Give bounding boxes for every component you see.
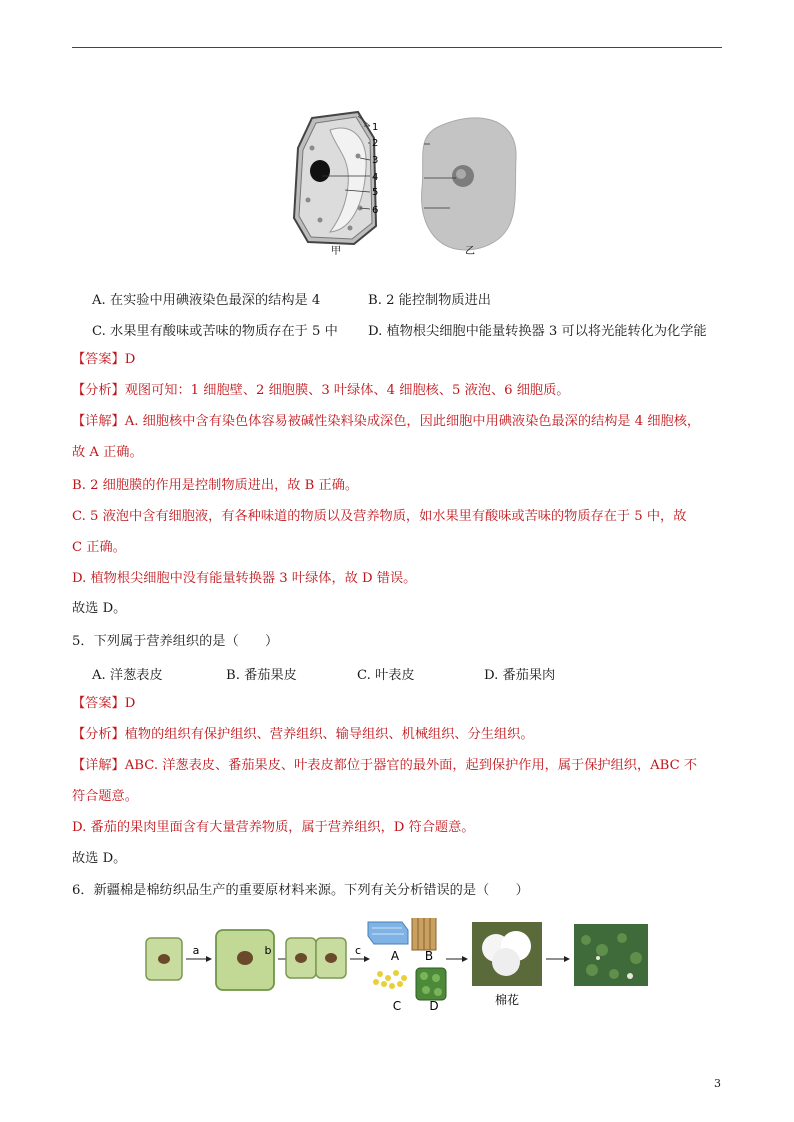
q5-detail-line2: 符合题意。 [72,789,138,804]
q5-stem: 5．下列属于营养组织的是（ ） [72,634,279,649]
cotton-label: 棉花 [494,993,520,1007]
label-6: 6 [372,205,379,216]
q5-detail-d: D. 番茄的果肉里面含有大量营养物质，属于营养组织，D 符合题意。 [72,820,475,835]
label-4: 4 [372,172,379,183]
q5-option-a: A. 洋葱表皮 [92,668,163,683]
q4-detail-d: D. 植物根尖细胞中没有能量转换器 3 叶绿体，故 D 错误。 [72,571,417,586]
q5-analysis: 【分析】植物的组织有保护组织、营养组织、输导组织、机械组织、分生组织。 [72,727,534,742]
q4-option-a: A. 在实验中用碘液染色最深的结构是 4 [92,293,321,308]
q5-option-d: D. 番茄果肉 [484,668,556,683]
label-B: B [424,949,434,963]
q4-detail-c1: C. 5 液泡中含有细胞液，有各种味道的物质以及营养物质，如水果里有酸味或苦味的物质存在于 5 中，故 [72,509,687,524]
q5-conclusion: 故选 D。 [72,851,127,866]
label-1: 1 [372,122,379,133]
plant-nucleus [310,160,330,182]
cotton-development-diagram [140,918,660,1018]
q5-answer: 【答案】D [72,696,136,711]
q4-analysis: 【分析】观图可知：1 细胞壁、2 细胞膜、3 叶绿体、4 细胞核、5 液泡、6 细胞质。 [72,383,570,398]
arrow-b-label: b [264,944,272,957]
tissue-c [373,970,407,989]
label-2: 2 [372,138,379,149]
page-number: 3 [714,1077,721,1090]
caption-plant-cell: 甲 [331,246,341,257]
header-rule [72,47,722,48]
q4-conclusion: 故选 D。 [72,601,127,616]
q5-option-c: C. 叶表皮 [357,668,415,683]
q5-option-b: B. 番茄果皮 [226,668,297,683]
q4-detail-b: B. 2 细胞膜的作用是控制物质进出，故 B 正确。 [72,478,359,493]
tissue-a [368,922,408,944]
q4-answer: 【答案】D [72,352,136,367]
label-A: A [390,949,400,963]
q4-option-d: D. 植物根尖细胞中能量转换器 3 可以将光能转化为化学能 [368,324,707,339]
q4-option-b: B. 2 能控制物质进出 [368,293,491,308]
label-D: D [429,999,439,1013]
q6-stem: 6．新疆棉是棉纺织品生产的重要原材料来源。下列有关分析错误的是（ ） [72,883,529,898]
label-C: C [392,999,402,1013]
q5-detail-line1: 【详解】ABC. 洋葱表皮、番茄果皮、叶表皮都位于器官的最外面，起到保护作用，属于保护组织，ABC 不 [72,758,698,773]
label-5: 5 [372,187,379,198]
tissue-d [416,968,446,1000]
q4-option-c: C. 水果里有酸味或苦味的物质存在于 5 中 [92,324,338,339]
arrow-a-label: a [192,944,200,957]
q4-detail-line2: 故 A 正确。 [72,445,143,460]
q4-detail-c2: C 正确。 [72,540,126,555]
cell-diagram [290,108,530,258]
label-3: 3 [372,155,379,166]
arrow-c-label: c [354,944,362,957]
caption-animal-cell: 乙 [465,246,475,257]
q4-detail-line1: 【详解】A. 细胞核中含有染色体容易被碱性染料染成深色，因此细胞中用碘液染色最深的结构是 4 细胞核， [72,414,701,429]
